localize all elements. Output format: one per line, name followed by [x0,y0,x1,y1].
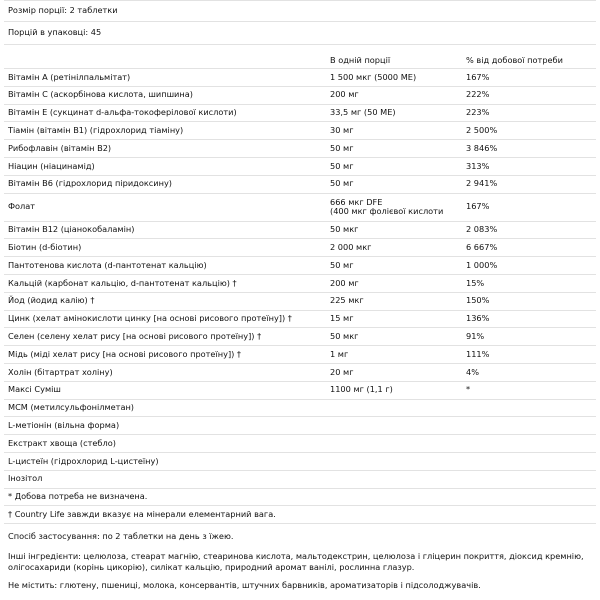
nutrient-name: Мідь (міді хелат рису [на основі рисового протеїну]) † [8,348,242,359]
blend-ingredient: L-цистеїн (гідрохлорид L-цистеїну) [8,455,159,466]
nutrient-name: Цинк (хелат амінокислоти цинку [на основі рисового протеїну]) † [8,313,292,324]
nutrient-amount: 200 мг [330,89,359,100]
nutrient-dv: 111% [466,348,490,359]
nutrient-name: Холін (бітартрат холіну) [8,366,113,377]
blend-ingredient: L-метіонін (вільна форма) [8,420,120,431]
nutrient-amount: 2 000 мкг [330,242,372,253]
nutrient-dv: 2 083% [466,224,498,235]
blend-ingredient: МСМ (метилсульфонілметан) [8,402,135,413]
facts-table [4,0,596,524]
servings-per-container-row [4,22,596,45]
footnote-elemental-weight: † Country Life завжди вказує на мінерали елементарний вага. [8,509,276,520]
nutrient-amount: 225 мкг [330,295,364,306]
nutrient-name: Селен (селену хелат рису [на основі рисового протеїну]) † [8,331,262,342]
nutrient-amount: 50 мг [330,178,354,189]
nutrient-dv: 136% [466,313,490,324]
nutrient-name: Вітамін B12 (ціанокобаламін) [8,224,135,235]
nutrient-name: Вітамін A (ретінілпальмітат) [8,71,131,82]
nutrient-row [4,239,596,257]
nutrient-dv: 167% [466,71,490,82]
nutrient-row [4,69,596,87]
nutrient-dv: 2 500% [466,125,498,136]
nutrient-name: Біотин (d-біотин) [8,242,82,253]
nutrient-row [4,222,596,240]
nutrient-row [4,382,596,400]
nutrient-amount: 15 мг [330,313,354,324]
column-header-row [4,45,596,69]
nutrient-row [4,275,596,293]
nutrient-amount: 50 мг [330,160,354,171]
nutrient-dv: 167% [466,201,490,212]
nutrient-dv: 222% [466,89,490,100]
footnote-dv-not-established: * Добова потреба не визначена. [8,491,148,502]
nutrient-amount: 200 мг [330,277,359,288]
nutrient-row [4,328,596,346]
nutrient-dv: 91% [466,331,485,342]
nutrient-dv: 3 846% [466,142,498,153]
nutrient-dv: * [466,384,471,395]
blend-row [4,453,596,471]
nutrient-name: Кальцій (карбонат кальцію, d-пантотенат кальцію) † [8,277,237,288]
serving-size: Розмір порції: 2 таблетки [8,5,118,16]
nutrient-name: Тіамін (вітамін В1) (гідрохлорид тіаміну) [8,125,184,136]
nutrient-dv: 15% [466,277,485,288]
nutrient-dv: 2 941% [466,178,498,189]
nutrient-amount: 1100 мг (1,1 г) [330,384,393,395]
nutrient-amount: 30 мг [330,125,354,136]
nutrient-name: Фолат [8,201,36,212]
nutrient-name: Ніацин (ніацинамід) [8,160,95,171]
column-header-per-serving: В одній порції [330,54,391,65]
nutrient-name: Йод (йодид калію) † [8,295,95,306]
blend-ingredient: Інозітол [8,473,43,484]
nutrient-amount: 50 мг [330,142,354,153]
nutrient-row [4,311,596,329]
nutrient-row [4,122,596,140]
product-notes [4,531,596,591]
nutrient-dv: 223% [466,107,490,118]
footnote-row [4,506,596,524]
nutrient-row [4,293,596,311]
nutrient-amount [330,198,466,217]
ingredients-text: Інші інгредієнти: целюлоза, стеарат магнію, стеаринова кислота, мальтодекстрин, целюлоза і гліцерин покриття, діоксид кремнію, олігосахариди (корінь цикорію), силікат кальцію, природний аромат ванілі, рослинна глазур. [8,551,584,573]
column-header-dv: % від добової потреби [466,54,563,65]
blend-row [4,417,596,435]
nutrient-dv: 1 000% [466,259,498,270]
nutrient-row [4,346,596,364]
nutrient-amount: 50 мкг [330,224,359,235]
nutrient-amount: 20 мг [330,366,354,377]
nutrient-name: Пантотенова кислота (d-пантотенат кальцію) [8,259,207,270]
nutrient-name: Вітамін C (аскорбінова кислота, шипшина) [8,89,193,100]
nutrient-dv: 150% [466,295,490,306]
usage-text: Спосіб застосування: по 2 таблетки на день з їжею. [8,531,234,542]
nutrient-amount: 1 мг [330,348,349,359]
nutrient-row [4,87,596,105]
nutrient-amount: 1 500 мкг (5000 МЕ) [330,71,417,82]
nutrient-row [4,140,596,158]
nutrient-row [4,364,596,382]
servings-per-container: Порцій в упаковці: 45 [8,27,102,38]
blend-row [4,471,596,489]
nutrient-row [4,176,596,194]
nutrient-amount: 33,5 мг (50 МЕ) [330,107,396,118]
nutrient-row [4,194,596,222]
nutrient-amount: 50 мг [330,259,354,270]
nutrient-name: Вітамін E (сукцинат d-альфа-токоферілової кислоти) [8,107,237,118]
nutrient-name: Максі Суміш [8,384,61,395]
nutrient-dv: 313% [466,160,490,171]
nutrient-amount-line1: 666 мкг DFE [330,196,383,207]
blend-row [4,435,596,453]
nutrient-row [4,158,596,176]
blend-row [4,400,596,418]
blend-ingredient: Екстракт хвоща (стебло) [8,437,116,448]
nutrient-dv: 6 667% [466,242,498,253]
footnote-row [4,489,596,507]
nutrient-amount-line2: (400 мкг фолієвої кислоти [330,206,444,217]
nutrient-row [4,257,596,275]
nutrient-amount: 50 мкг [330,331,359,342]
nutrient-row [4,105,596,123]
nutrient-name: Рибофлавін (вітамін В2) [8,142,112,153]
free-of-text: Не містить: глютену, пшениці, молока, консервантів, штучних барвників, ароматизаторів і підсолоджувачів. [8,580,481,591]
nutrient-name: Вітамін B6 (гідрохлорид піридоксину) [8,178,172,189]
serving-size-row [4,1,596,22]
nutrient-dv: 4% [466,366,479,377]
